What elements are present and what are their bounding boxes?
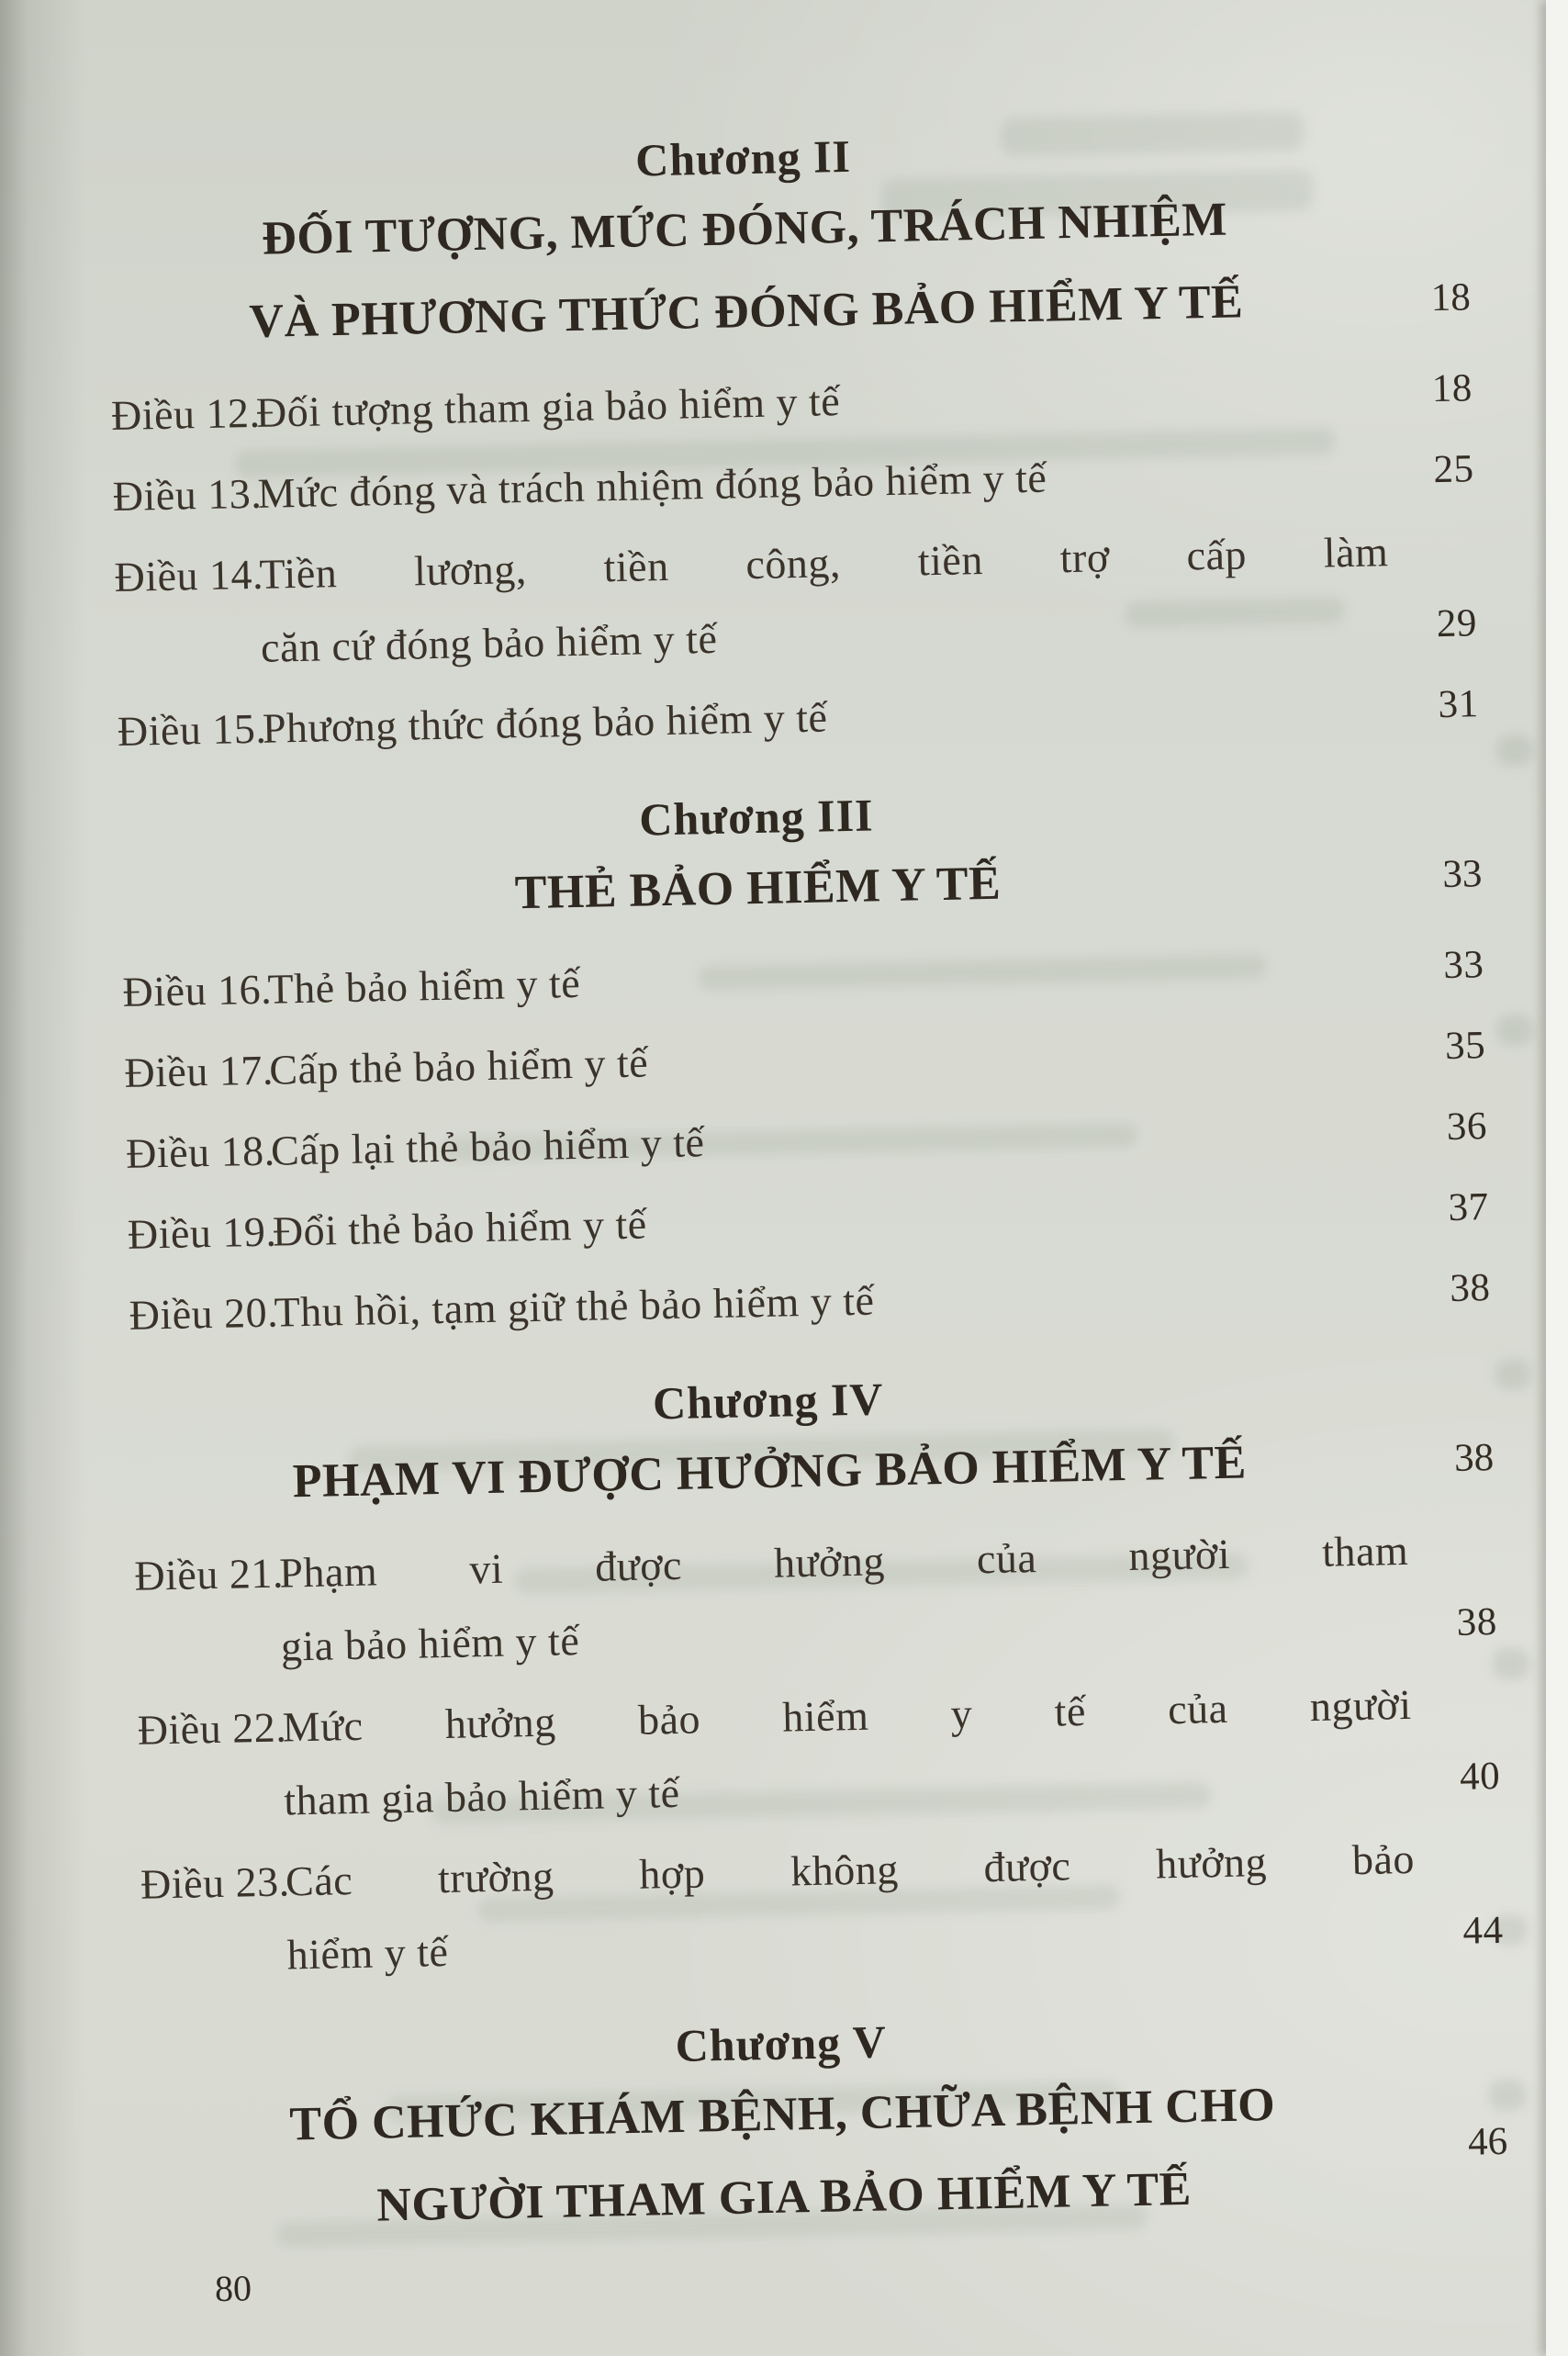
bleed-through-smudge <box>1495 1359 1532 1391</box>
chapter-number: Chương IV <box>652 1373 884 1430</box>
toc-entry <box>114 513 1478 688</box>
entry-title <box>274 1253 1404 1350</box>
chapter-title-line: VÀ PHƯƠNG THỨC ĐÓNG BẢO HIỂM Y TẾ <box>248 275 1244 348</box>
entry-title <box>267 930 1397 1027</box>
entry-label: Điều 15. <box>117 704 267 755</box>
adjacent-page-edge <box>1546 0 1568 2356</box>
entry-page-number: 25 <box>1433 447 1474 492</box>
chapter-number: Chương II <box>634 129 852 186</box>
entry-title-line: Thẻ bảo hiểm y tế <box>267 959 581 1013</box>
entry-page-number: 31 <box>1438 682 1480 727</box>
entry-label: Điều 20. <box>129 1288 279 1339</box>
entry-title <box>282 1668 1414 1838</box>
entry-title-line: Thu hồi, tạm giữ thẻ bảo hiểm y tế <box>274 1276 875 1336</box>
chapter-number: Chương III <box>638 789 875 846</box>
entry-title <box>259 515 1391 685</box>
entry-title-line: Phương thức đóng bảo hiểm y tế <box>262 693 828 752</box>
entry-title <box>257 434 1387 531</box>
entry-page-number: 38 <box>1449 1266 1491 1310</box>
entry-label: Điều 12. <box>110 388 261 440</box>
entry-page-number: 37 <box>1448 1185 1490 1229</box>
chapter-entries <box>122 915 1492 1352</box>
chapter-title <box>106 175 1383 366</box>
entry-label: Điều 14. <box>114 550 264 600</box>
entry-title <box>262 669 1392 766</box>
entry-title <box>279 1514 1411 1684</box>
entry-page-number: 36 <box>1446 1105 1488 1149</box>
chapter-title-line: NGƯỜI THAM GIA BẢO HIỂM Y TẾ <box>375 2162 1193 2232</box>
entry-title-line: Phạm vi được hưởng của người tham <box>278 1526 1409 1597</box>
entry-label: Điều 18. <box>125 1127 276 1177</box>
entry-title-line: căn cứ đóng bảo hiểm y tế <box>260 614 718 671</box>
entry-page-number: 18 <box>1431 366 1473 411</box>
entry-title-line: Đổi thẻ bảo hiểm y tế <box>272 1200 648 1255</box>
bleed-through-smudge <box>1496 1015 1534 1047</box>
toc-entry <box>134 1512 1498 1687</box>
chapter-title-line: ĐỐI TƯỢNG, MỨC ĐÓNG, TRÁCH NHIỆM <box>261 193 1228 265</box>
entry-title-line: gia bảo hiểm y tế <box>280 1617 580 1670</box>
entry-title <box>272 1172 1402 1269</box>
chapter-page-number: 33 <box>1441 852 1483 897</box>
entry-label: Điều 16. <box>122 965 273 1015</box>
chapter-title-line: TỔ CHỨC KHÁM BỆNH, CHỮA BỆNH CHO <box>288 2078 1276 2151</box>
entry-page-number: 35 <box>1444 1024 1486 1068</box>
chapter-entries <box>133 1499 1504 1995</box>
chapter-section-4 <box>130 1356 1504 1995</box>
entry-title <box>255 353 1385 450</box>
entry-label: Điều 23. <box>140 1857 291 1908</box>
entry-label: Điều 13. <box>112 469 263 521</box>
entry-title-line: hiểm y tế <box>286 1927 449 1979</box>
entry-title-line: Cấp thẻ bảo hiểm y tế <box>268 1038 649 1094</box>
chapter-section-2 <box>106 113 1479 769</box>
entry-title-line: Các trường hợp không được hưởng bảo <box>285 1834 1416 1905</box>
chapter-number: Chương V <box>675 2015 888 2072</box>
entry-title-line: tham gia bảo hiểm y tế <box>283 1768 681 1824</box>
chapter-page-number: 18 <box>1430 275 1472 320</box>
chapter-section-3 <box>118 772 1491 1352</box>
entry-title-line: Mức hưởng bảo hiểm y tế của người <box>282 1680 1412 1751</box>
entry-page-number: 33 <box>1442 943 1484 988</box>
chapter-title-line: THẺ BẢO HIỂM Y TẾ <box>514 857 1002 920</box>
page-number-footer: 80 <box>214 2267 252 2310</box>
entry-page-number: 38 <box>1456 1599 1498 1644</box>
chapter-section-5 <box>143 1999 1509 2252</box>
toc-entry <box>137 1666 1501 1841</box>
entry-title <box>270 1092 1400 1188</box>
entry-title <box>285 1823 1417 1992</box>
entry-title-line: Cấp lại thẻ bảo hiểm y tế <box>270 1118 705 1174</box>
entry-page-number: 29 <box>1436 601 1478 646</box>
entry-title-line: Mức đóng và trách nhiệm đóng bảo hiểm y tế <box>257 454 1047 517</box>
entry-label: Điều 21. <box>133 1549 285 1599</box>
chapter-title-line: PHẠM VI ĐƯỢC HƯỞNG BẢO HIỂM Y TẾ <box>292 1436 1248 1509</box>
entry-title-line: Tiền lương, tiền công, tiền trợ cấp làm <box>259 528 1389 598</box>
chapter-page-number: 46 <box>1467 2119 1508 2164</box>
chapter-title <box>145 2061 1422 2252</box>
entry-page-number: 44 <box>1462 1908 1504 1953</box>
entry-page-number: 40 <box>1459 1754 1501 1799</box>
bleed-through-smudge <box>1496 735 1534 767</box>
entry-title-line: Đối tượng tham gia bảo hiểm y tế <box>255 377 841 436</box>
entry-label: Điều 17. <box>123 1046 274 1096</box>
table-of-contents <box>106 113 1511 2334</box>
chapter-page-number: 38 <box>1453 1436 1495 1480</box>
chapter-entries <box>110 339 1479 769</box>
entry-title <box>269 1011 1399 1107</box>
entry-label: Điều 22. <box>137 1703 287 1754</box>
entry-label: Điều 19. <box>127 1207 277 1258</box>
toc-entry <box>140 1821 1504 1995</box>
